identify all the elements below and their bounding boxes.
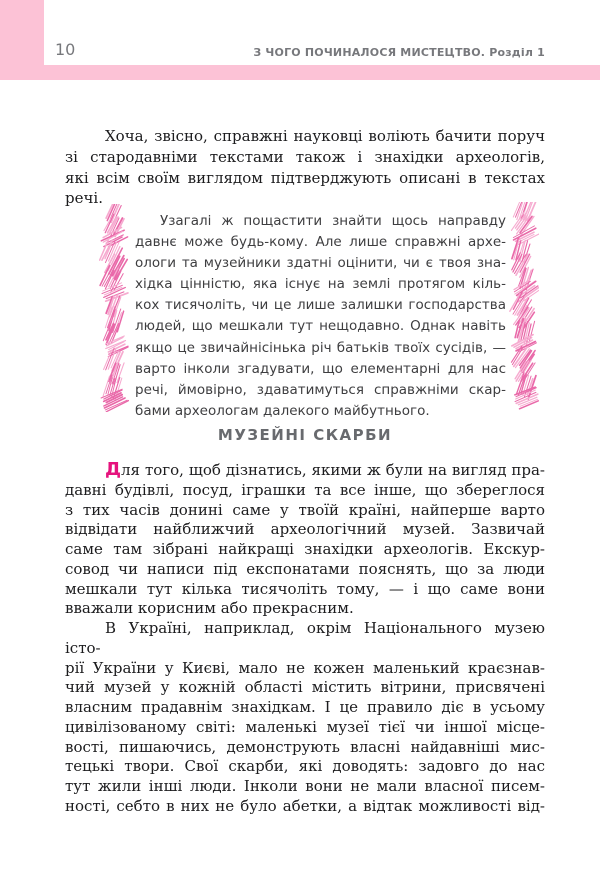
dropcap-letter: Д xyxy=(105,459,122,480)
scribble-decoration-right-icon xyxy=(509,202,539,410)
page-number: 10 xyxy=(55,40,76,59)
paragraph xyxy=(65,481,545,619)
paragraph xyxy=(65,619,545,817)
text-line: з тих часів донині саме у твоїй країні, найперше варто xyxy=(65,500,545,519)
text-line: Узагалі ж пощастити знайти щось направду xyxy=(160,213,506,229)
text-line: речі. xyxy=(65,189,103,208)
text-line: чий музей у кожній області містить вітрини, присвячені xyxy=(65,678,545,697)
section-title: МУЗЕЙНІ СКАРБИ xyxy=(217,426,393,444)
text-line: ності, себто в них не було абетки, а відтак можливості від- xyxy=(65,796,545,815)
text-line: зі стародавніми текстами також і знахідки археологів, xyxy=(65,147,545,166)
running-header: З ЧОГО ПОЧИНАЛОСЯ МИСТЕЦТВО. Розділ 1 xyxy=(253,46,545,59)
text-line: тут жили інші люди. Інколи вони не мали власної писем- xyxy=(65,777,545,795)
header-band xyxy=(0,65,600,80)
intro-paragraph xyxy=(65,126,545,209)
text-line: совод чи написи під експонатами пояснять, що за люди xyxy=(65,559,545,578)
text-line: вважали корисним або прекрасним. xyxy=(65,599,354,618)
scribble-decoration-left-icon xyxy=(99,204,129,412)
text-line: бами археологам далекого майбутнього. xyxy=(135,402,430,419)
text-line: якщо це звичайнісінька річ батьків твоїх сусідів, — xyxy=(135,339,506,356)
text-line: власним прадавнім знахідкам. І це правило діє в усьому xyxy=(65,698,545,716)
text-line: цивілізованому світі: маленькі музеї тієї чи іншої місце- xyxy=(65,717,545,736)
text-line: Хоча, звісно, справжні науковці воліють бачити поруч xyxy=(105,127,545,145)
body-text xyxy=(65,460,545,817)
text-line: хідка цінністю, яка існує на землі протягом кіль- xyxy=(135,276,506,293)
text-line: давнє може будь-кому. Але лише справжні архе- xyxy=(135,234,506,251)
text-line: давні будівлі, посуд, іграшки та все інше, що збереглося xyxy=(65,480,545,499)
text-line: речі, ймовірно, здаватимуться справжніми скар- xyxy=(135,381,506,398)
aside-quote-block xyxy=(135,211,506,422)
text-line: тецькі твори. Свої скарби, які доводять: задовго до нас xyxy=(65,757,545,776)
text-line: відвідати найближчий археологічний музей. Зазвичай xyxy=(65,520,545,539)
first-line-text: ля того, щоб дізнатись, якими ж були на вигляд пра- xyxy=(121,461,545,479)
text-line: які всім своїм виглядом підтверджують описані в текстах xyxy=(65,168,545,187)
text-line: В Україні, наприклад, окрім Національного музею істо- xyxy=(65,619,545,657)
text-line: саме там зібрані найкращі знахідки археологів. Екскур- xyxy=(65,540,545,558)
text-line: людей, що мешкали тут нещодавно. Однак навіть xyxy=(135,318,506,335)
text-line: вості, пишаючись, демонструють власні найдавніші мис- xyxy=(65,737,545,756)
text-line: рії України у Києві, мало не кожен маленький краєзнав- xyxy=(65,658,545,677)
text-line: варто інколи згадувати, що елементарні для нас xyxy=(135,360,506,377)
paragraph-first-line xyxy=(65,460,545,481)
text-line: мешкали тут кілька тисячоліть тому, — і що саме вони xyxy=(65,579,545,598)
text-line: ологи та музейники здатні оцінити, чи є твоя зна- xyxy=(135,255,506,272)
text-line: кох тисячоліть, чи це лише залишки господарства xyxy=(135,297,506,314)
